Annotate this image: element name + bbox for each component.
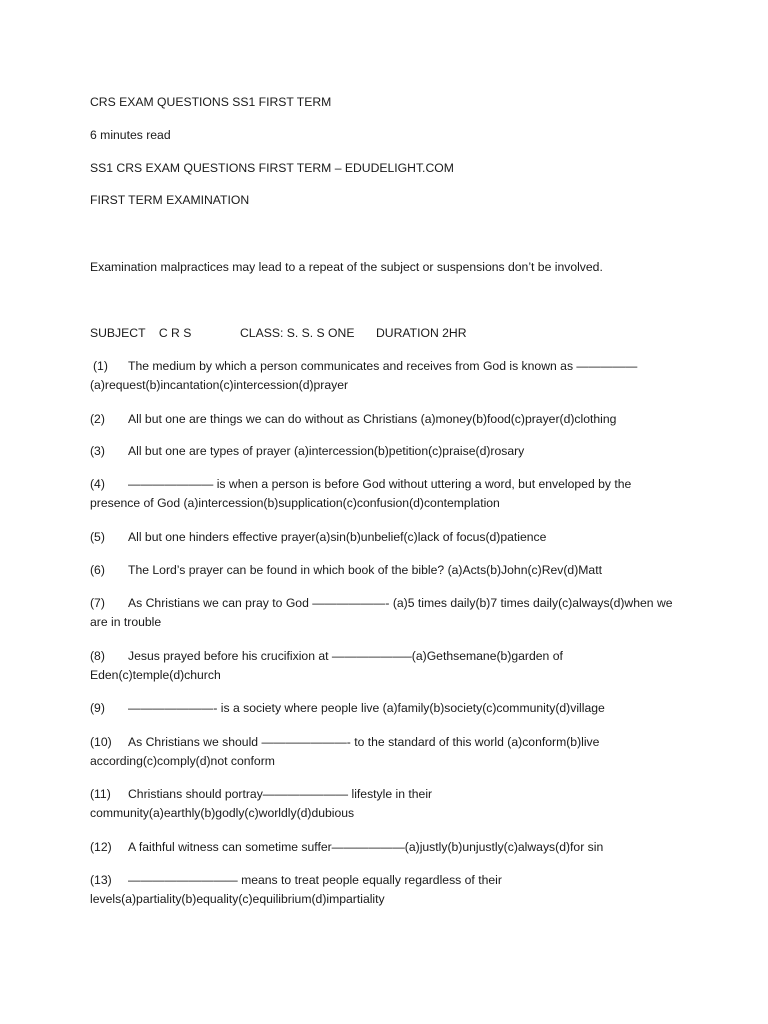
malpractice-notice: Examination malpractices may lead to a repeat of the subject or suspensions don’t be involved.	[90, 260, 603, 274]
question-number: (1)	[93, 359, 108, 373]
question-item	[90, 442, 680, 461]
question-item	[90, 733, 680, 771]
question-text: All but one are things we can do without as Christians (a)money(b)food(c)prayer(d)clothing	[128, 412, 617, 426]
question-text: All but one are types of prayer (a)intercession(b)petition(c)praise(d)rosary	[128, 444, 525, 458]
question-number: (5)	[90, 530, 105, 544]
question-item	[90, 357, 680, 395]
question-item	[90, 561, 680, 580]
question-text: ——————— is when a person is before God without uttering a word, but enveloped by the presence of God (a)intercession(b)supplication(c)confusion(d)contemplation	[90, 477, 632, 510]
duration-label: DURATION 2HR	[376, 326, 467, 340]
exam-heading: FIRST TERM EXAMINATION	[90, 193, 250, 207]
question-number: (6)	[90, 563, 105, 577]
question-item	[90, 838, 680, 857]
question-text: The medium by which a person communicates and receives from God is known as ————— (a)request(b)incantation(c)intercession(d)prayer	[90, 359, 638, 392]
question-item	[90, 410, 680, 429]
question-text: ———————- is a society where people live (a)family(b)society(c)community(d)village	[128, 701, 605, 715]
question-number: (10)	[90, 735, 112, 749]
question-item	[90, 528, 680, 547]
read-time: 6 minutes read	[90, 128, 171, 142]
subject-label: SUBJECT C R S	[90, 326, 192, 340]
question-text: A faithful witness can sometime suffer——————(a)justly(b)unjustly(c)always(d)for sin	[128, 840, 604, 854]
question-number: (7)	[90, 596, 105, 610]
question-text: Jesus prayed before his crucifixion at ——————–(a)Gethsemane(b)garden of Eden(c)temple(d)church	[90, 649, 563, 682]
question-number: (8)	[90, 649, 105, 663]
question-item	[90, 594, 680, 632]
question-item	[90, 699, 680, 718]
question-item	[90, 647, 680, 685]
document-title: CRS EXAM QUESTIONS SS1 FIRST TERM	[90, 95, 332, 109]
question-number: (2)	[90, 412, 105, 426]
question-text: All but one hinders effective prayer(a)sin(b)unbelief(c)lack of focus(d)patience	[128, 530, 547, 544]
question-text: Christians should portray——————— lifestyle in their community(a)earthly(b)godly(c)worldly(d)dubious	[90, 787, 433, 820]
question-item	[90, 475, 680, 513]
question-number: (13)	[90, 873, 112, 887]
class-label: CLASS: S. S. S ONE	[240, 326, 355, 340]
question-number: (9)	[90, 701, 105, 715]
question-text: As Christians we can pray to God ——————- (a)5 times daily(b)7 times daily(c)always(d)when we are in trouble	[90, 596, 673, 629]
question-item	[90, 871, 680, 909]
question-number: (3)	[90, 444, 105, 458]
question-number: (12)	[90, 840, 112, 854]
question-item	[90, 785, 680, 823]
document-subtitle: SS1 CRS EXAM QUESTIONS FIRST TERM – EDUDELIGHT.COM	[90, 161, 454, 175]
question-text: ————————— means to treat people equally regardless of their levels(a)partiality(b)equality(c)equilibrium(d)impartiality	[90, 873, 502, 906]
question-text: As Christians we should ———————- to the standard of this world (a)conform(b)live according(c)comply(d)not conform	[90, 735, 600, 768]
question-text: The Lord’s prayer can be found in which book of the bible? (a)Acts(b)John(c)Rev(d)Matt	[128, 563, 602, 577]
question-number: (11)	[90, 787, 111, 801]
question-number: (4)	[90, 477, 105, 491]
